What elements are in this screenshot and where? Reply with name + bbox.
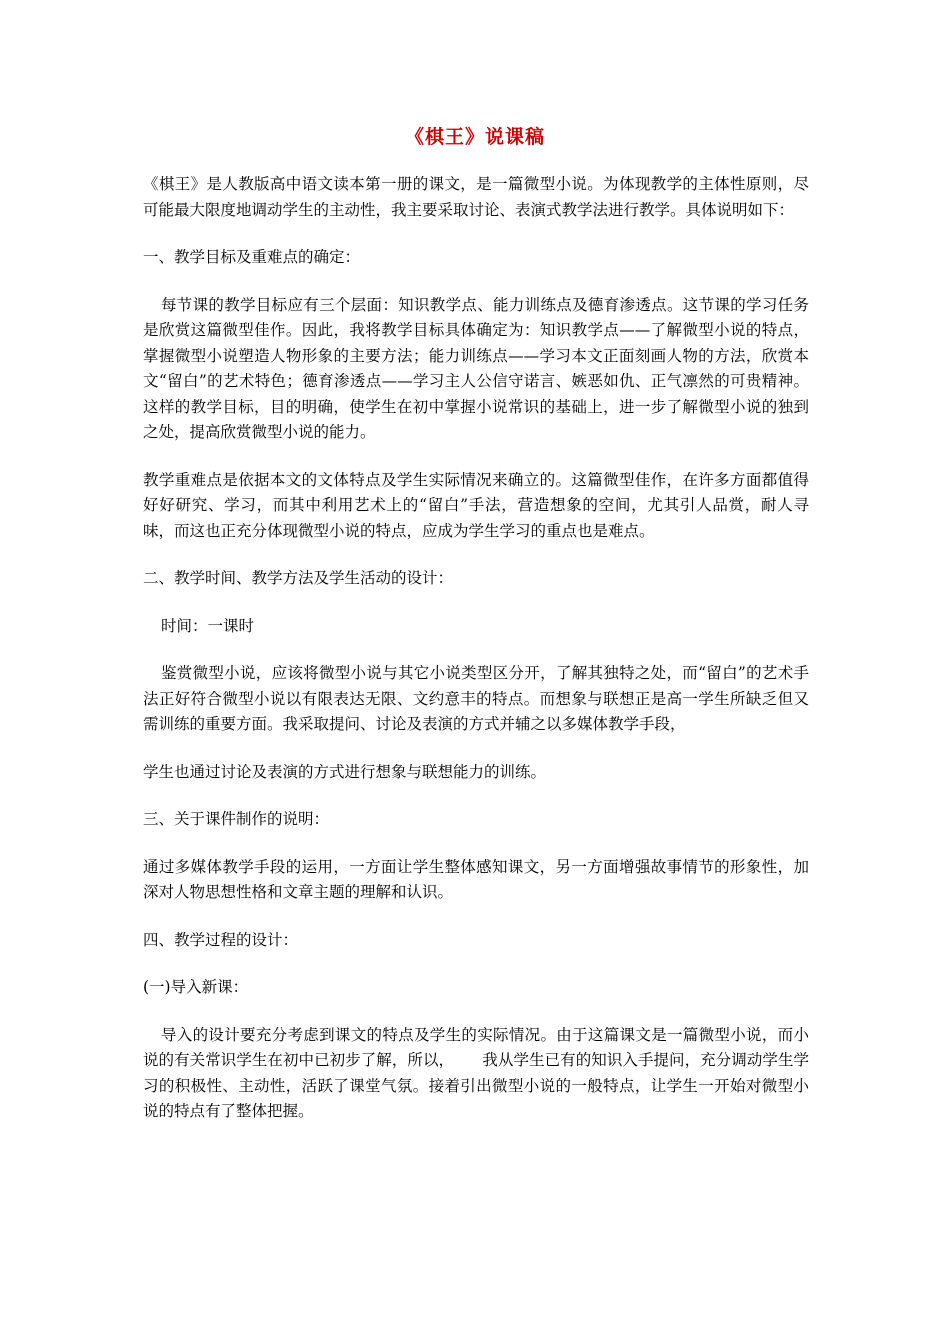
paragraph-student-activity: 学生也通过讨论及表演的方式进行想象与联想能力的训练。 <box>143 762 547 781</box>
document-title: 《棋王》说课稿 <box>404 126 545 148</box>
paragraph-courseware: 通过多媒体教学手段的运用，一方面让学生整体感知课文，另一方面增强故事情节的形象性，加深对人物思想性格和文章主题的理解和认识。 <box>143 857 809 901</box>
paragraph-methods: 鉴赏微型小说，应该将微型小说与其它小说类型区分开，了解其独特之处，而“留白”的艺术手法正好符合微型小说以有限表达无限、文约意丰的特点。而想象与联想正是高一学生所缺乏但又需训练的重要方面。我采取提问、讨论及表演的方式并辅之以多媒体教学手段， <box>143 664 809 733</box>
section-heading-2: 二、教学时间、教学方法及学生活动的设计： <box>143 569 454 587</box>
section-heading-1: 一、教学目标及重难点的确定： <box>143 248 361 266</box>
section-heading-3: 三、关于课件制作的说明： <box>143 810 330 828</box>
paragraph-time: 时间：一课时 <box>161 616 255 635</box>
paragraph-introduction-design: 导入的设计要充分考虑到课文的特点及学生的实际情况。由于这篇课文是一篇微型小说，而小说的有关常识学生在初中已初步了解，所以， 我从学生已有的知识入手提问，充分调动学生学习的积极性、主动性，活跃了课堂气氛。接着引出微型小说的一般特点，让学生一开始对微型小说的特点有了整体把握。 <box>143 1025 809 1120</box>
document-body <box>143 172 809 1125</box>
intro-paragraph: 《棋王》是人教版高中语文读本第一册的课文，是一篇微型小说。为体现教学的主体性原则，尽可能最大限度地调动学生的主动性，我主要采取讨论、表演式教学法进行教学。具体说明如下： <box>143 175 809 219</box>
subsection-heading-1: (一)导入新课： <box>143 978 249 996</box>
section-heading-4: 四、教学过程的设计： <box>143 930 299 949</box>
paragraph-objectives: 每节课的教学目标应有三个层面：知识教学点、能力训练点及德育渗透点。这节课的学习任务是欣赏这篇微型佳作。因此，我将教学目标具体确定为：知识教学点——了解微型小说的特点，掌握微型小说塑造人物形象的主要方法；能力训练点——学习本文正面刻画人物的方法，欣赏本文“留白”的艺术特色；德育渗透点——学习主人公信守诺言、嫉恶如仇、正气凛然的可贵精神。这样的教学目标，目的明确，使学生在初中掌握小说常识的基础上，进一步了解微型小说的独到之处，提高欣赏微型小说的能力。 <box>143 295 809 441</box>
paragraph-key-points: 教学重难点是依据本文的文体特点及学生实际情况来确立的。这篇微型佳作，在许多方面都值得好好研究、学习，而其中利用艺术上的“留白”手法，营造想象的空间，尤其引人品赏，耐人寻味，而这也正充分体现微型小说的特点，应成为学生学习的重点也是难点。 <box>143 470 809 540</box>
